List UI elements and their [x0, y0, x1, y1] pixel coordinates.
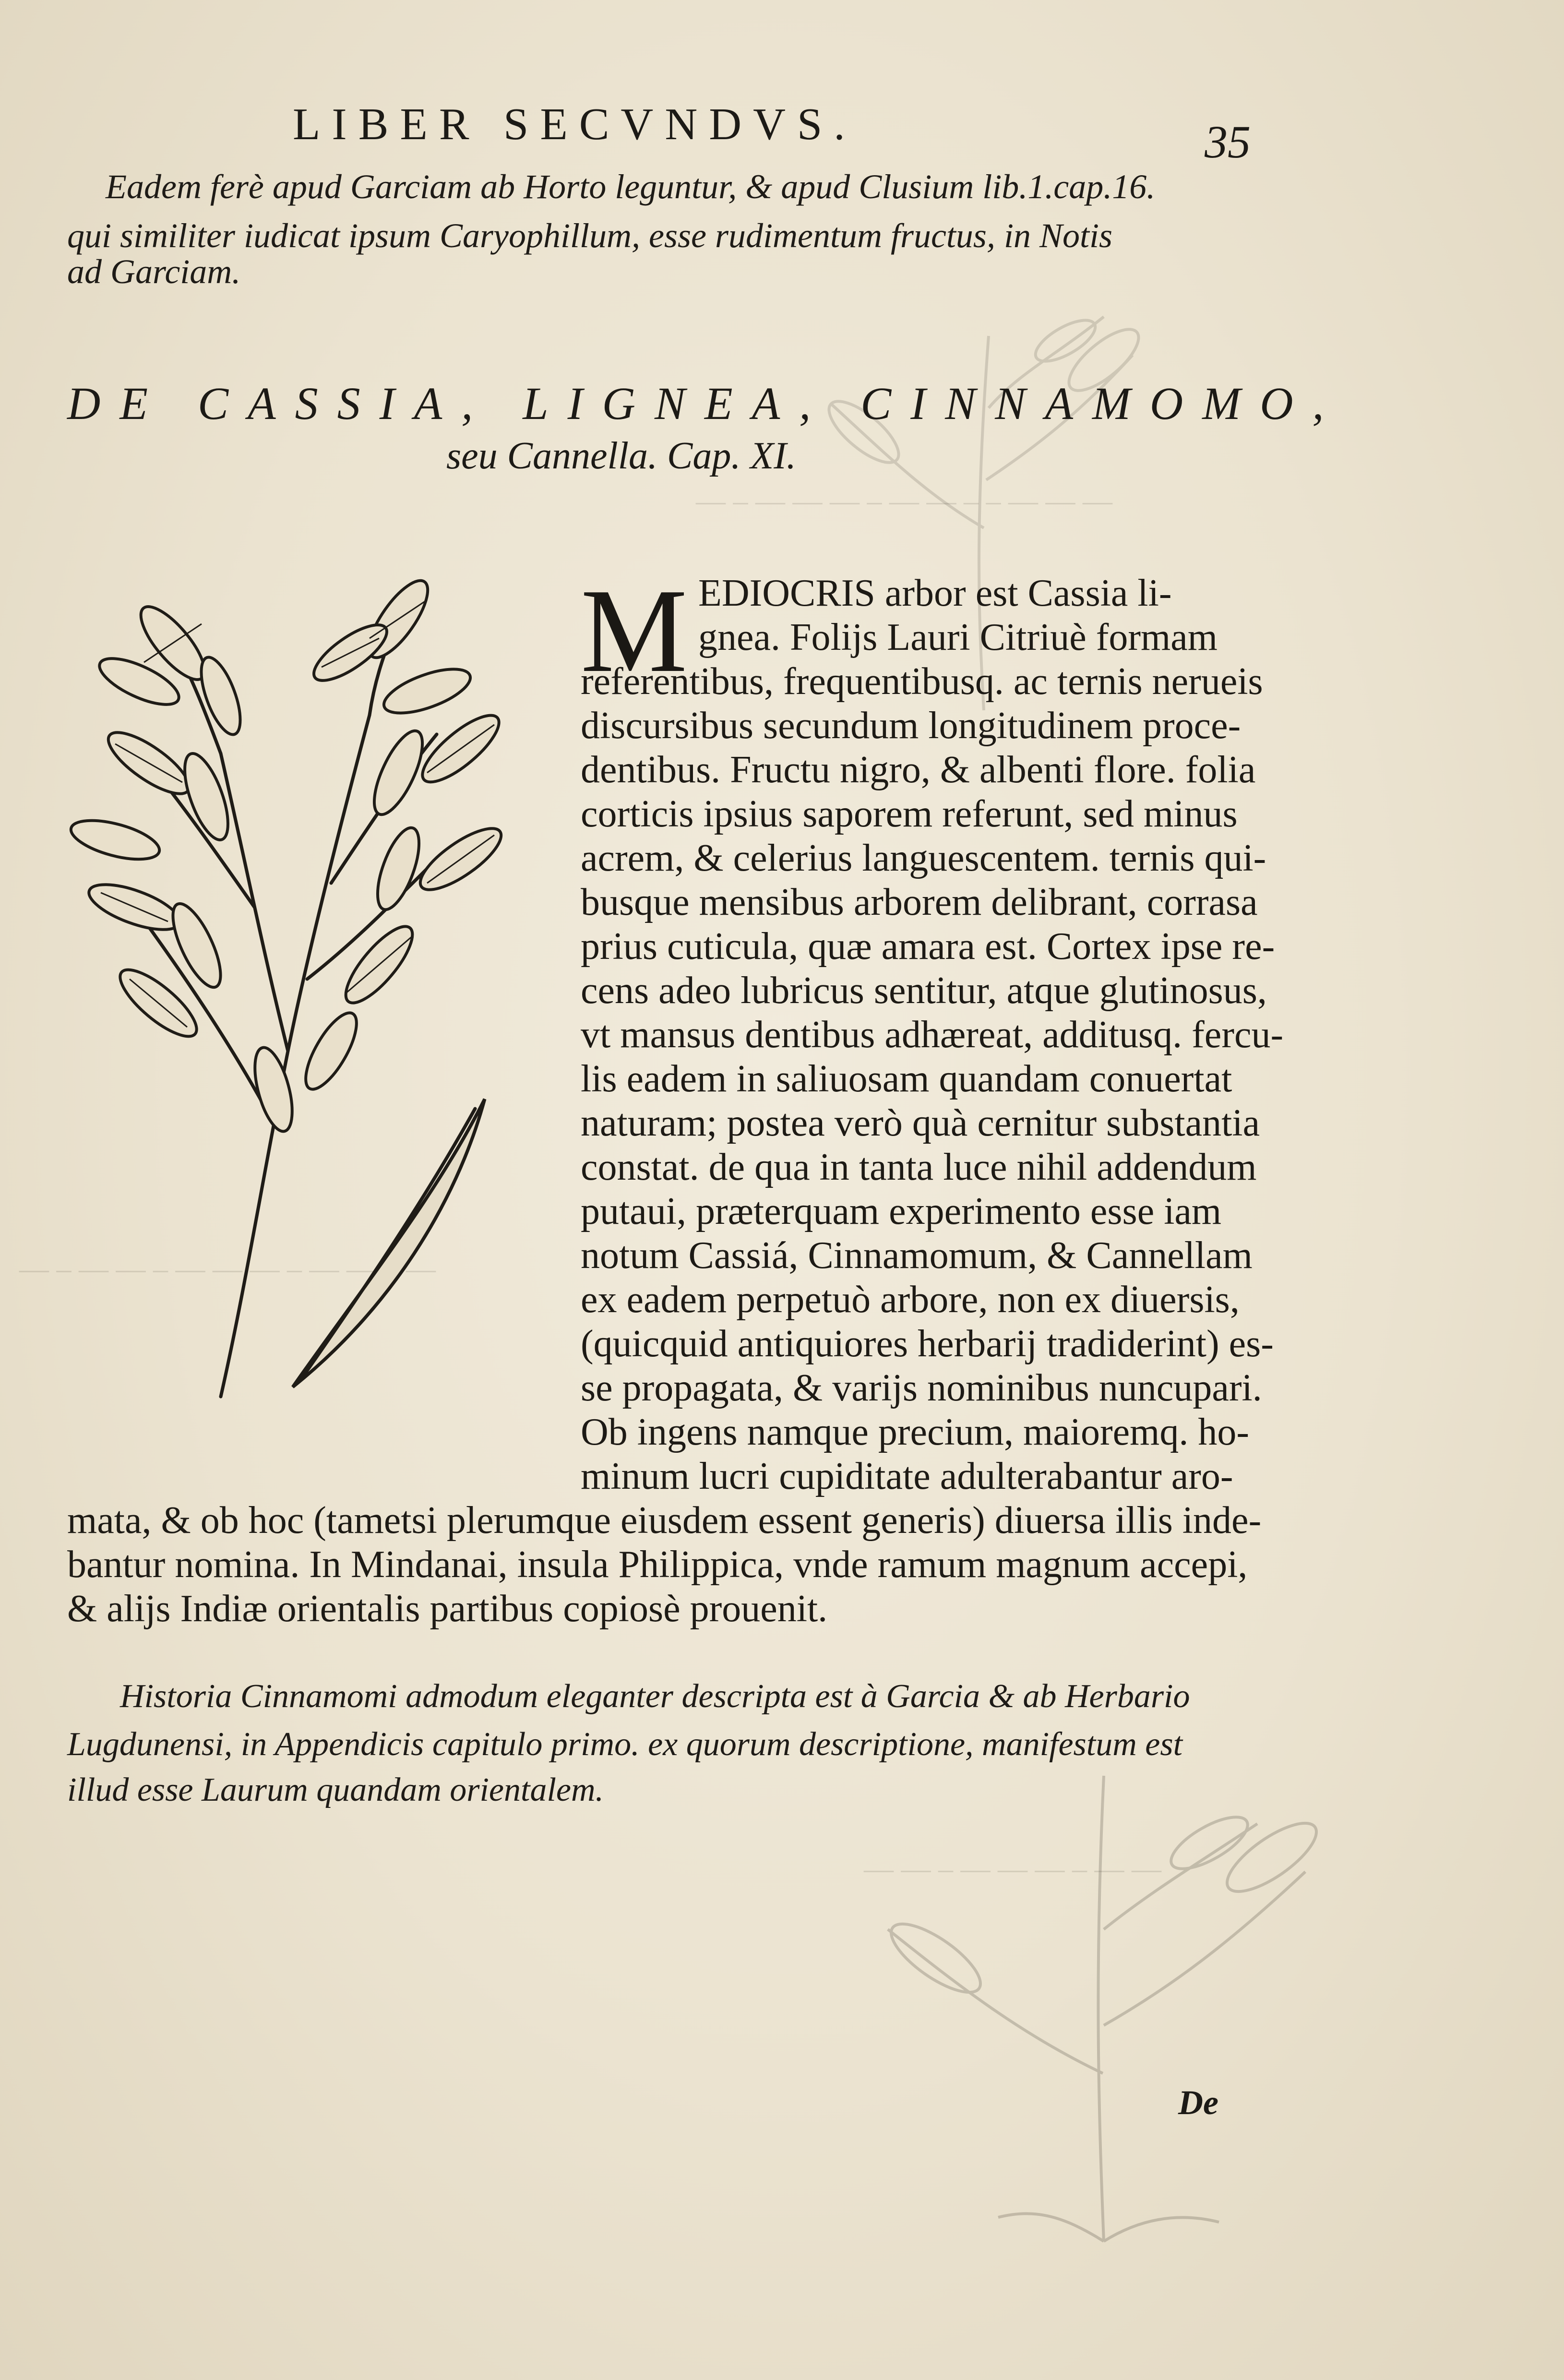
body-text-line: prius cuticula, quæ amara est. Cortex ipse re-	[581, 925, 1275, 968]
body-text-line: cens adeo lubricus sentitur, atque glutinosus,	[581, 969, 1267, 1012]
top-note-line: qui similiter iudicat ipsum Caryophillum, esse rudimentum fructus, in Notis	[67, 216, 1112, 255]
body-text-line: gnea. Folijs Lauri Citriuè formam	[698, 616, 1218, 658]
body-text-line: naturam; postea verò quà cernitur substantia	[581, 1102, 1260, 1144]
chapter-title: DE CASSIA, LIGNEA, CINNAMOMO,	[67, 378, 1343, 429]
body-text-line: dentibus. Fructu nigro, & albenti flore. folia	[581, 749, 1256, 791]
body-text-line: referentibus, frequentibusq. ac ternis nerueis	[581, 660, 1263, 703]
body-text-line: mata, & ob hoc (tametsi plerumque eiusdem essent generis) diuersa illis inde-	[67, 1499, 1262, 1542]
body-text-line: minum lucri cupiditate adulterabantur aro-	[581, 1455, 1233, 1497]
drop-cap: M	[581, 564, 688, 697]
body-text-line: busque mensibus arborem delibrant, corrasa	[581, 881, 1258, 923]
body-text-line: acrem, & celerius languescentem. ternis qui-	[581, 837, 1266, 879]
body-text-line: EDIOCRIS arbor est Cassia li-	[698, 572, 1172, 614]
body-text-line: ex eadem perpetuò arbore, non ex diuersis,	[581, 1279, 1240, 1321]
running-head: LIBER SECVNDVS.	[293, 99, 857, 149]
body-text-line: se propagata, & varijs nominibus nuncupari.	[581, 1367, 1262, 1409]
bleed-through-text: — — — ‒ ‒ — — ‒ — — — ‒ —	[696, 485, 1112, 517]
body-text-line: putaui, præterquam experimento esse iam	[581, 1190, 1222, 1232]
body-text-line: bantur nomina. In Mindanai, insula Philippica, vnde ramum magnum accepi,	[67, 1543, 1248, 1586]
body-text-line: vt mansus dentibus adhæreat, additusq. fercu-	[581, 1014, 1284, 1056]
page-number: 35	[1205, 116, 1251, 167]
bleed-through-text: — ‒ — — ‒ — — — ‒ — — ‒ —	[19, 1253, 436, 1285]
top-note-line: ad Garciam.	[67, 252, 241, 291]
top-note-line: Eadem ferè apud Garciam ab Horto leguntur, & apud Clusium lib.1.cap.16.	[106, 167, 1156, 206]
body-text-line: notum Cassiá, Cinnamomum, & Cannellam	[581, 1234, 1253, 1277]
body-text-line: (quicquid antiquiores herbarij tradiderint) es-	[581, 1323, 1274, 1365]
bottom-note-line: illud esse Laurum quandam orientalem.	[67, 1771, 604, 1808]
chapter-subtitle: seu Cannella. Cap. XI.	[446, 435, 796, 477]
body-text-line: constat. de qua in tanta luce nihil addendum	[581, 1146, 1257, 1188]
bleed-through-plant-icon	[816, 1737, 1392, 2265]
body-text-line: & alijs Indiæ orientalis partibus copiosè prouenit.	[67, 1588, 828, 1630]
body-text-line: discursibus secundum longitudinem proce-	[581, 705, 1241, 747]
bleed-through-text: — — ‒ — — — ‒ — —	[864, 1853, 1161, 1885]
cinnamon-branch-woodcut-icon	[62, 571, 542, 1411]
catchword: De	[1178, 2083, 1218, 2122]
body-text-line: corticis ipsius saporem referunt, sed minus	[581, 793, 1238, 835]
bottom-note-line: Historia Cinnamomi admodum eleganter descripta est à Garcia & ab Herbario	[120, 1678, 1190, 1715]
bottom-note-line: Lugdunensi, in Appendicis capitulo primo. ex quorum descriptione, manifestum est	[67, 1726, 1183, 1763]
body-text-line: lis eadem in saliuosam quandam conuertat	[581, 1058, 1232, 1100]
body-text-line: Ob ingens namque precium, maioremq. ho-	[581, 1411, 1249, 1453]
